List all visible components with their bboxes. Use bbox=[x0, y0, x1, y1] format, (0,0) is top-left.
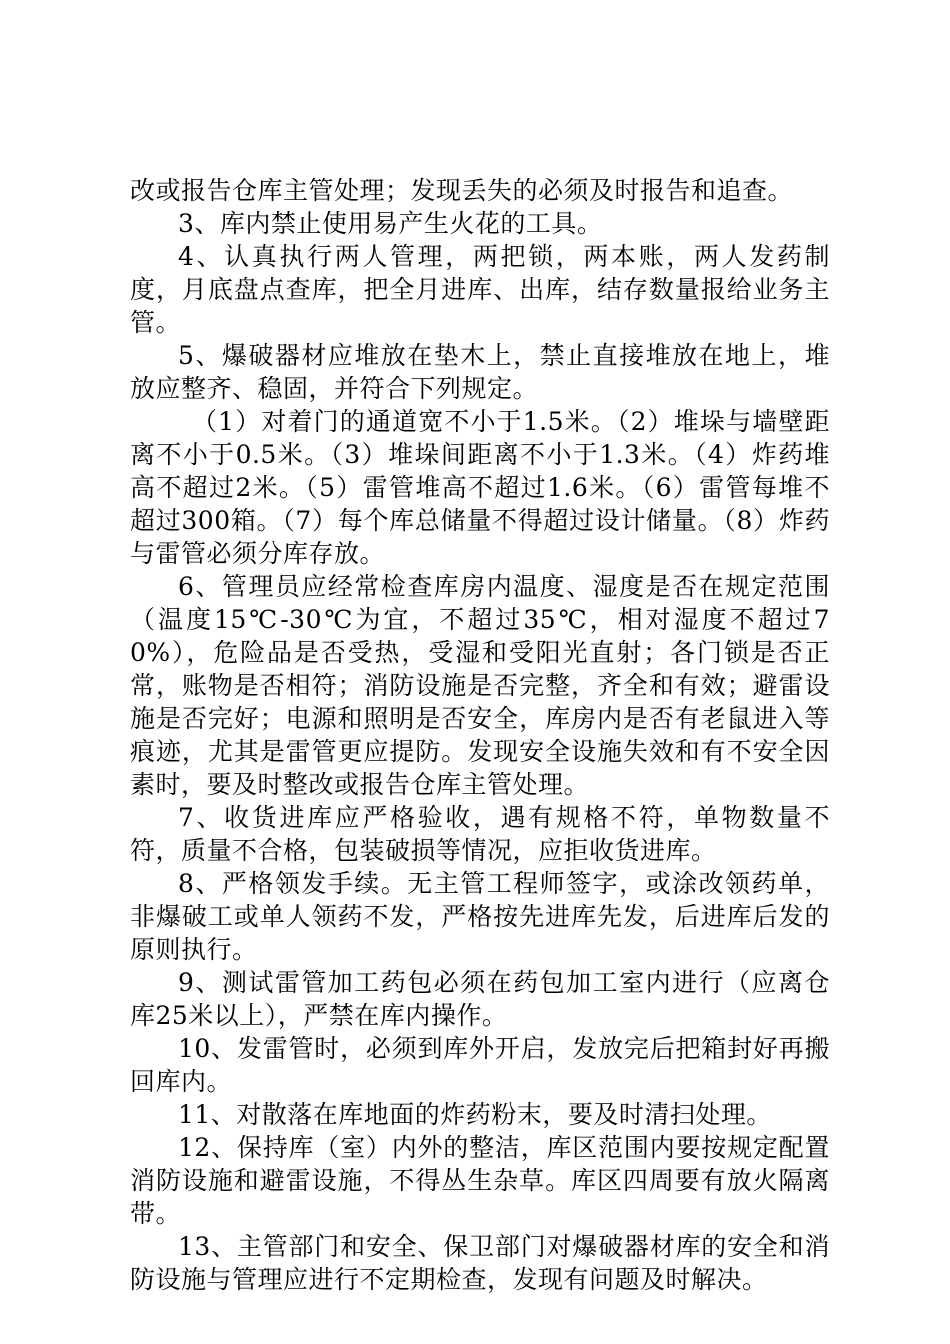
document-body bbox=[130, 174, 830, 1296]
paragraph-rule-13: 13、主管部门和安全、保卫部门对爆破器材库的安全和消防设施与管理应进行不定期检查，发现有问题及时解决。 bbox=[130, 1232, 830, 1294]
paragraph-rule-12: 12、保持库（室）内外的整洁，库区范围内要按规定配置消防设施和避雷设施，不得丛生杂草。库区四周要有放火隔离带。 bbox=[130, 1133, 830, 1228]
paragraph-rule-5-specs: （1）对着门的通道宽不小于1.5米。（2）堆垛与墙壁距离不小于0.5米。（3）堆垛间距离不小于1.3米。（4）炸药堆高不超过2米。（5）雷管堆高不超过1.6米。（6）雷管每堆不超过300箱。（7）每个库总储量不得超过设计储量。（8）炸药与雷管必须分库存放。 bbox=[130, 407, 830, 568]
paragraph-rule-10: 10、发雷管时，必须到库外开启，发放完后把箱封好再搬回库内。 bbox=[130, 1034, 830, 1096]
paragraph-rule-8: 8、严格领发手续。无主管工程师签字，或涂改领药单，非爆破工或单人领药不发，严格按先进库先发，后进库后发的原则执行。 bbox=[130, 869, 830, 964]
paragraph-rule-7: 7、收货进库应严格验收，遇有规格不符，单物数量不符，质量不合格，包装破损等情况，应拒收货进库。 bbox=[130, 803, 830, 865]
paragraph-rule-11: 11、对散落在库地面的炸药粉末，要及时清扫处理。 bbox=[178, 1100, 772, 1129]
paragraph-rule-6: 6、管理员应经常检查库房内温度、湿度是否在规定范围（温度15℃-30℃为宜，不超过35℃，相对湿度不超过70%），危险品是否受热，受湿和受阳光直射；各门锁是否正常，账物是否相符；消防设施是否完整，齐全和有效；避雷设施是否完好；电源和照明是否安全，库房内是否有老鼠进入等痕迹，尤其是雷管更应提防。发现安全设施失效和有不安全因素时，要及时整改或报告仓库主管处理。 bbox=[130, 572, 830, 799]
paragraph-rule-9: 9、测试雷管加工药包必须在药包加工室内进行（应离仓库25米以上），严禁在库内操作。 bbox=[130, 968, 830, 1030]
paragraph-continuation: 改或报告仓库主管处理；发现丢失的必须及时报告和追查。 bbox=[130, 176, 794, 205]
paragraph-rule-5: 5、爆破器材应堆放在垫木上，禁止直接堆放在地上，堆放应整齐、稳固，并符合下列规定。 bbox=[130, 341, 830, 403]
paragraph-rule-3: 3、库内禁止使用易产生火花的工具。 bbox=[178, 209, 603, 238]
paragraph-rule-4: 4、认真执行两人管理，两把锁，两本账，两人发药制度，月底盘点查库，把全月进库、出库，结存数量报给业务主管。 bbox=[130, 242, 830, 337]
